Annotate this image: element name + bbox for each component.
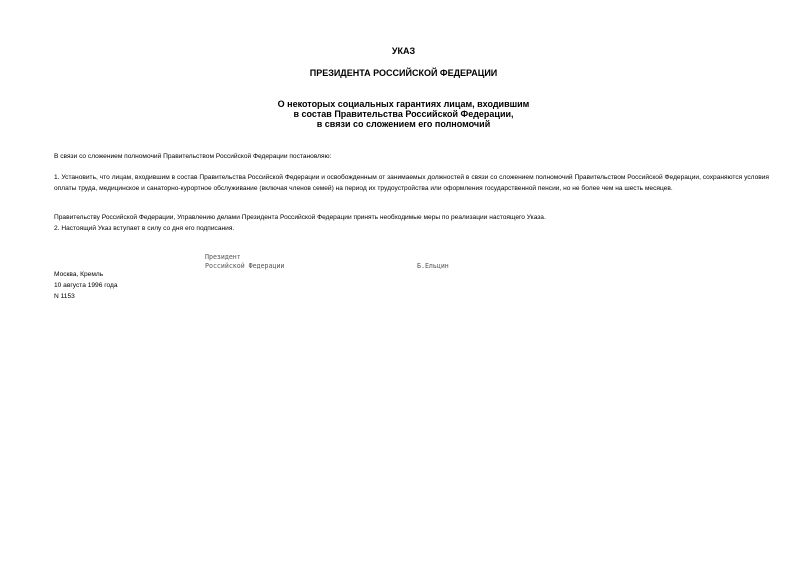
signature-position-line-1: Президент (205, 253, 241, 261)
item-1-continuation-paragraph: Правительству Российской Федерации, Управлению делами Президента Российской Федерации принять необходимые меры по реализации настоящего Указа. (54, 214, 546, 221)
signature-position-line-2: Российской Федерации (205, 262, 285, 270)
item-2-paragraph: 2. Настоящий Указ вступает в силу со дня его подписания. (54, 225, 235, 232)
item-1-paragraph: 1. Установить, что лицам, входившим в состав Правительства Российской Федерации и освобожденным от занимаемых должностей в связи со сложением полномочий Правительством Российской Федерации, сохраняются условия оплаты труда, медицинское и санаторно-курортное обслуживание (включая членов семей) на период их трудоустройства или оформления государственной пенсии, но не более чем на шесть месяцев. (54, 174, 769, 192)
decree-title: УКАЗ (391, 46, 416, 56)
signature-name: Б.Ельцин (417, 262, 449, 270)
signature-position (205, 253, 284, 271)
signing-place: Москва, Кремль (54, 271, 104, 278)
subject-line-3: в связи со сложением его полномочий (316, 119, 491, 129)
subject-line-1: О некоторых социальных гарантиях лицам, входившим (277, 99, 530, 109)
signing-date: 10 августа 1996 года (54, 282, 118, 289)
decree-number: N 1153 (54, 293, 75, 300)
subject-line-2: в состав Правительства Российской Федерации, (293, 109, 514, 119)
intro-paragraph: В связи со сложением полномочий Правительством Российской Федерации постановляю: (54, 153, 332, 160)
decree-subject (0, 99, 807, 129)
decree-issuer: ПРЕЗИДЕНТА РОССИЙСКОЙ ФЕДЕРАЦИИ (309, 68, 498, 78)
